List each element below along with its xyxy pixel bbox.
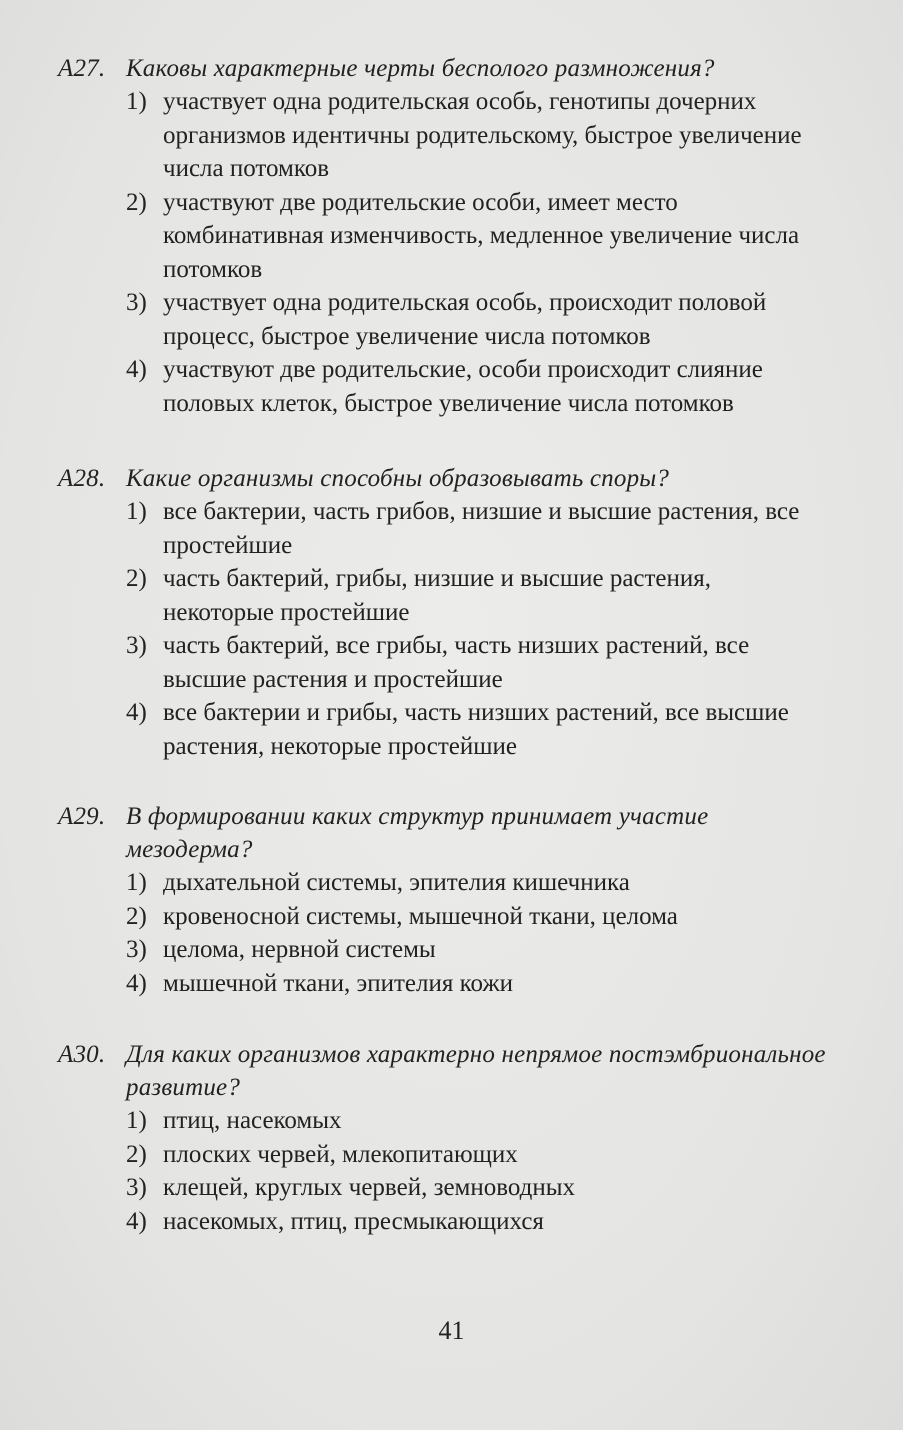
- option-text: все бактерии и грибы, часть низших растений, все высшие растения, некоторые простейшие: [163, 699, 789, 760]
- option-number: 4): [126, 969, 147, 997]
- question-a30: [58, 1038, 848, 1238]
- option-text: дыхательной системы, эпителия кишечника: [163, 869, 630, 896]
- option-number: 4): [126, 356, 147, 383]
- answer-option: [58, 186, 848, 287]
- option-text: участвуют две родительские, особи происходит слияние половых клеток, быстрое увеличение числа потомков: [163, 356, 763, 417]
- page-number: 41: [438, 1316, 465, 1345]
- option-text: участвует одна родительская особь, генотипы дочерних организмов идентичны родительскому, быстрое увеличение числа потомков: [163, 88, 802, 182]
- option-number: 3): [126, 1174, 147, 1201]
- question-a28: [58, 462, 848, 763]
- option-number: 1): [126, 498, 147, 525]
- option-number: 2): [126, 188, 147, 216]
- option-number: 2): [126, 902, 147, 930]
- answer-option: [58, 1205, 848, 1239]
- answer-option: [58, 933, 848, 967]
- answer-option: [58, 866, 848, 900]
- option-text: клещей, круглых червей, земноводных: [163, 1174, 576, 1201]
- question-text: Каковы характерные черты бесполого размножения?: [126, 55, 715, 82]
- option-text: часть бактерий, грибы, низшие и высшие растения, некоторые простейшие: [163, 565, 712, 626]
- question-heading: [58, 462, 848, 495]
- answer-option: [58, 900, 848, 934]
- option-text: птиц, насекомых: [163, 1107, 342, 1134]
- question-heading: [58, 800, 848, 866]
- answer-option: [58, 967, 848, 1001]
- option-number: 4): [126, 1207, 147, 1235]
- answer-option: [58, 286, 848, 353]
- answer-option: [58, 1104, 848, 1138]
- option-number: 3): [126, 632, 147, 659]
- option-text: плоских червей, млекопитающих: [163, 1140, 518, 1168]
- question-number: А30.: [58, 1041, 106, 1068]
- question-heading: [58, 52, 848, 85]
- question-text: В формировании каких структур принимает участие мезодерма?: [126, 803, 709, 863]
- answer-option: [58, 1171, 848, 1205]
- answer-option: [58, 629, 848, 696]
- option-text: мышечной ткани, эпителия кожи: [163, 969, 513, 997]
- option-number: 1): [126, 88, 147, 115]
- option-number: 2): [126, 1140, 147, 1168]
- answer-option: [58, 85, 848, 186]
- answer-option: [58, 1138, 848, 1172]
- question-number: А27.: [58, 55, 106, 82]
- question-heading: [58, 1038, 848, 1104]
- option-text: кровеносной системы, мышечной ткани, целома: [163, 902, 678, 930]
- option-number: 2): [126, 565, 147, 592]
- option-text: все бактерии, часть грибов, низшие и высшие растения, все простейшие: [163, 498, 800, 559]
- option-number: 1): [126, 869, 147, 896]
- option-text: участвуют две родительские особи, имеет место комбинативная изменчивость, медленное увеличение числа потомков: [163, 188, 800, 283]
- option-number: 4): [126, 699, 147, 726]
- option-text: участвует одна родительская особь, происходит половой процесс, быстрое увеличение числа потомков: [163, 289, 767, 350]
- answer-option: [58, 696, 848, 763]
- option-text: часть бактерий, все грибы, часть низших растений, все высшие растения и простейшие: [163, 632, 750, 693]
- question-a27: [58, 52, 848, 420]
- question-text: Для каких организмов характерно непрямое постэмбриональное развитие?: [126, 1041, 826, 1101]
- question-text: Какие организмы способны образовывать споры?: [126, 465, 670, 492]
- question-a29: [58, 800, 848, 1000]
- option-text: целома, нервной системы: [163, 936, 436, 963]
- answer-option: [58, 353, 848, 420]
- question-number: А28.: [58, 465, 106, 492]
- option-number: 3): [126, 289, 147, 316]
- question-number: А29.: [58, 803, 106, 830]
- answer-option: [58, 495, 848, 562]
- answer-option: [58, 562, 848, 629]
- option-number: 3): [126, 936, 147, 963]
- option-number: 1): [126, 1107, 147, 1134]
- option-text: насекомых, птиц, пресмыкающихся: [163, 1207, 544, 1235]
